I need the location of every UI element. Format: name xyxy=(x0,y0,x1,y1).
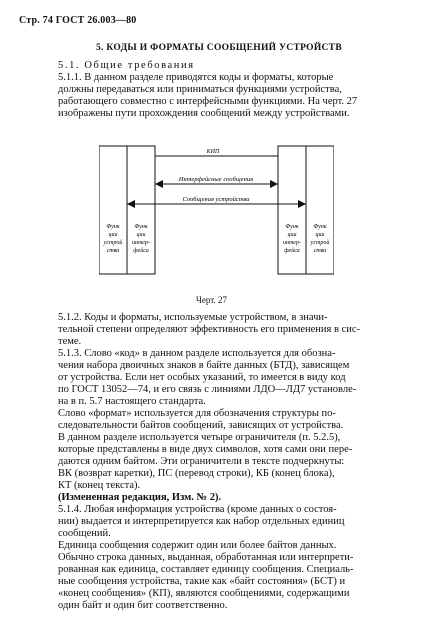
text-line: Единица сообщения содержит один или более байтов данных. xyxy=(58,540,337,551)
section-title: 5. КОДЫ И ФОРМАТЫ СООБЩЕНИЙ УСТРОЙСТВ xyxy=(96,43,342,53)
text-line: нии) выдается и интерпретируется как набор отдельных единиц xyxy=(58,516,345,527)
box-label: фейса xyxy=(284,248,300,254)
arrow-head-right xyxy=(270,180,278,188)
text-line: по ГОСТ 13052—74, и его связь с линиями ЛДО—ЛД7 установле- xyxy=(58,384,357,395)
figure-27-diagram xyxy=(99,140,334,280)
text-line: на в п. 5.7 настоящего стандарта. xyxy=(58,396,206,407)
text-line: даются одним байтом. Эти ограничители в тексте подчеркнуты: xyxy=(58,456,345,467)
box-label: ции xyxy=(287,232,297,238)
text-line: 5.1.4. Любая информация устройства (кроме данных о состоя- xyxy=(58,504,337,515)
box-label: устрой xyxy=(310,240,330,246)
text-line: 5.1.1. В данном разделе приводятся коды и форматы, которые xyxy=(58,72,334,83)
box-label: ции xyxy=(108,232,118,238)
box-label: ства xyxy=(106,248,120,254)
interface-messages-label: Интерфейсные сообщения xyxy=(178,176,254,183)
text-line: работающего совместно с интерфейсными функциями. На черт. 27 xyxy=(58,96,358,107)
amendment-note: (Измененная редакция, Изм. № 2). xyxy=(58,492,222,503)
kip-label: КИП xyxy=(206,149,220,155)
arrow-head-right xyxy=(298,200,306,208)
text-line: теме. xyxy=(58,336,82,347)
arrow-head-left xyxy=(127,200,135,208)
text-line: изображены пути прохождения сообщений между устройствами. xyxy=(58,108,350,119)
text-line: ные сообщения устройства, такие как «байт состояния» (БСТ) и xyxy=(58,576,346,587)
text-line: ВК (возврат каретки), ПС (перевод строки), КБ (конец блока), xyxy=(58,468,335,479)
box-label: устрой xyxy=(103,240,123,246)
text-line: должны передаваться или приниматься функциями устройства, xyxy=(58,84,342,95)
text-line: от устройства. Если нет особых указаний, то имеется в виду код xyxy=(58,372,346,383)
box-label: Функ xyxy=(134,224,148,230)
text-line: «конец сообщения» (КП), являются сообщениями, содержащими xyxy=(58,588,350,599)
text-line: Обычно строка данных, выданная, обработанная или интерпрети- xyxy=(58,552,354,563)
figure-caption: Черт. 27 xyxy=(196,295,227,305)
box-label: ции xyxy=(136,232,146,238)
box-label: Функ xyxy=(106,224,120,230)
device-messages-label: Сообщения устройства xyxy=(182,196,250,203)
text-line: чения набора двоичных знаков в байте данных (БТД), зависящем xyxy=(58,360,350,371)
subsection-heading: 5.1. Общие требования xyxy=(58,60,195,71)
body-text xyxy=(58,312,376,612)
paragraph-5-1 xyxy=(58,60,376,120)
box-label: ции xyxy=(315,232,325,238)
text-line: один байт и один бит соответственно. xyxy=(58,600,228,611)
text-line: тельной степени определяют эффективность его применения в сис- xyxy=(58,324,361,335)
box-label: ства xyxy=(313,248,327,254)
text-line: Слово «формат» используется для обозначения структуры по- xyxy=(58,408,336,419)
box-labels xyxy=(103,224,330,254)
text-line: следовательности байтов сообщений, зависящих от устройства. xyxy=(58,420,344,431)
text-line: которые представлены в виде двух символов, хотя сами они пере- xyxy=(58,444,353,455)
text-line: рованная как единица, составляет единицу сообщения. Специаль- xyxy=(58,564,354,575)
box-label: Функ xyxy=(285,224,299,230)
box-label: Функ xyxy=(313,224,327,230)
text-line: 5.1.2. Коды и форматы, используемые устройством, в значи- xyxy=(58,312,328,323)
box-label: интер- xyxy=(283,240,301,246)
text-line: КТ (конец текста). xyxy=(58,480,141,491)
box-label: фейса xyxy=(133,248,149,254)
arrow-head-left xyxy=(155,180,163,188)
page-header: Стр. 74 ГОСТ 26.003—80 xyxy=(19,15,137,26)
box-label: интер- xyxy=(132,240,150,246)
text-line: В данном разделе используется четыре ограничителя (п. 5.2.5), xyxy=(58,432,341,443)
text-line: сообщений. xyxy=(58,528,111,539)
text-line: 5.1.3. Слово «код» в данном разделе используется для обозна- xyxy=(58,348,336,359)
